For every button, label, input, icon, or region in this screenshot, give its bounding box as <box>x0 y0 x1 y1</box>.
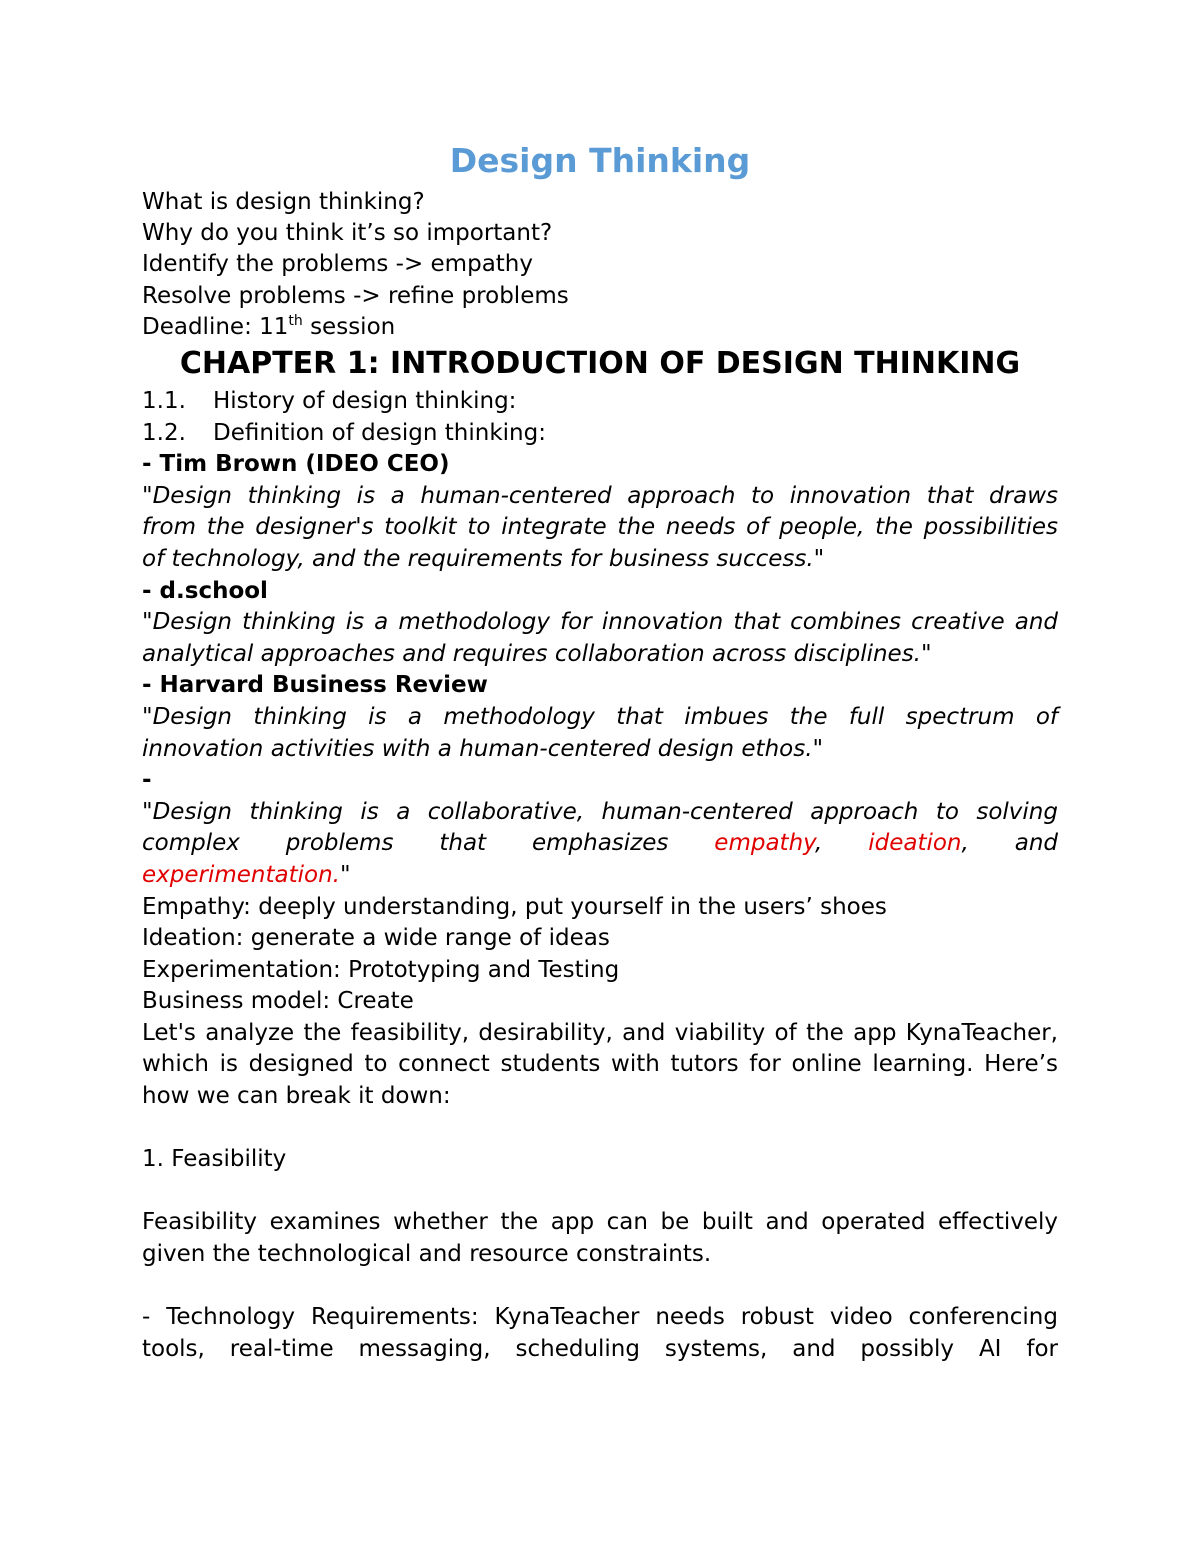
blank-line <box>142 1271 1058 1303</box>
section-label: History of design thinking: <box>213 388 517 414</box>
quote-line: analytical approaches and requires collaboration across disciplines." <box>142 640 932 667</box>
chapter-heading: CHAPTER 1: INTRODUCTION OF DESIGN THINKING <box>179 346 1021 381</box>
highlight-experimentation: experimentation. <box>142 861 340 888</box>
paragraph-line: which is designed to connect students with tutors for online learning. Here’s <box>142 1051 1058 1078</box>
quote-line: of technology, and the requirements for business success." <box>142 545 825 572</box>
quote-line: from the designer's toolkit to integrate the needs of people, the possibilities <box>142 514 1058 541</box>
intro-line: What is design thinking? <box>142 189 425 215</box>
definition-source-heading: - Tim Brown (IDEO CEO) <box>142 451 450 478</box>
section-number: 1.1. <box>142 388 186 414</box>
document-body <box>142 386 1058 1365</box>
definition-source-heading: - <box>142 767 152 794</box>
quote-line: "Design thinking is a methodology that imbues the full spectrum of <box>142 703 1058 730</box>
quote-line: "Design thinking is a human-centered approach to innovation that draws <box>142 482 1058 509</box>
section-item <box>142 418 1058 450</box>
intro-line: Why do you think it’s so important? <box>142 220 553 247</box>
paragraph-line: tools, real-time messaging, scheduling systems, and possibly AI for <box>142 1335 1058 1362</box>
deadline-suffix: session <box>302 313 396 340</box>
paragraph-line: Let's analyze the feasibility, desirability, and viability of the app KynaTeacher, <box>142 1019 1058 1046</box>
deadline-prefix: Deadline: 11 <box>142 313 289 340</box>
quote-line: innovation activities with a human-centered design ethos." <box>142 735 824 762</box>
definition-source-heading: - d.school <box>142 577 268 604</box>
concept-line: Business model: Create <box>142 988 414 1015</box>
feasibility-heading: 1. Feasibility <box>142 1146 287 1173</box>
quote-line: "Design thinking is a methodology for innovation that combines creative and <box>142 609 1058 636</box>
concept-line: Ideation: generate a wide range of ideas <box>142 925 610 952</box>
deadline-superscript: th <box>288 312 303 329</box>
blank-line <box>142 1176 1058 1208</box>
definition-source-heading: - Harvard Business Review <box>142 672 488 699</box>
intro-questions <box>142 187 569 343</box>
intro-line: Resolve problems -> refine problems <box>142 282 569 309</box>
section-item <box>142 386 1058 418</box>
paragraph-line: how we can break it down: <box>142 1083 451 1110</box>
concept-line: Empathy: deeply understanding, put yourself in the users’ shoes <box>142 893 887 920</box>
paragraph-line: - Technology Requirements: KynaTeacher needs robust video conferencing <box>142 1304 1058 1331</box>
intro-line: Identify the problems -> empathy <box>142 251 533 278</box>
document-title: Design Thinking <box>449 141 751 180</box>
section-label: Definition of design thinking: <box>213 419 546 446</box>
paragraph-line: Feasibility examines whether the app can be built and operated effectively <box>142 1209 1058 1236</box>
highlight-empathy: empathy <box>714 830 815 857</box>
deadline-line <box>142 312 569 343</box>
concept-line: Experimentation: Prototyping and Testing <box>142 956 620 983</box>
highlight-ideation: ideation <box>868 830 962 857</box>
paragraph-line: given the technological and resource constraints. <box>142 1241 712 1268</box>
quote-line: "Design thinking is a collaborative, human-centered approach to solving <box>142 798 1058 825</box>
blank-line <box>142 1113 1058 1145</box>
section-number: 1.2. <box>142 419 186 446</box>
quote-line: complex problems that emphasizes empathy, ideation, and <box>142 830 1058 857</box>
quote-line: experimentation." <box>142 861 351 888</box>
